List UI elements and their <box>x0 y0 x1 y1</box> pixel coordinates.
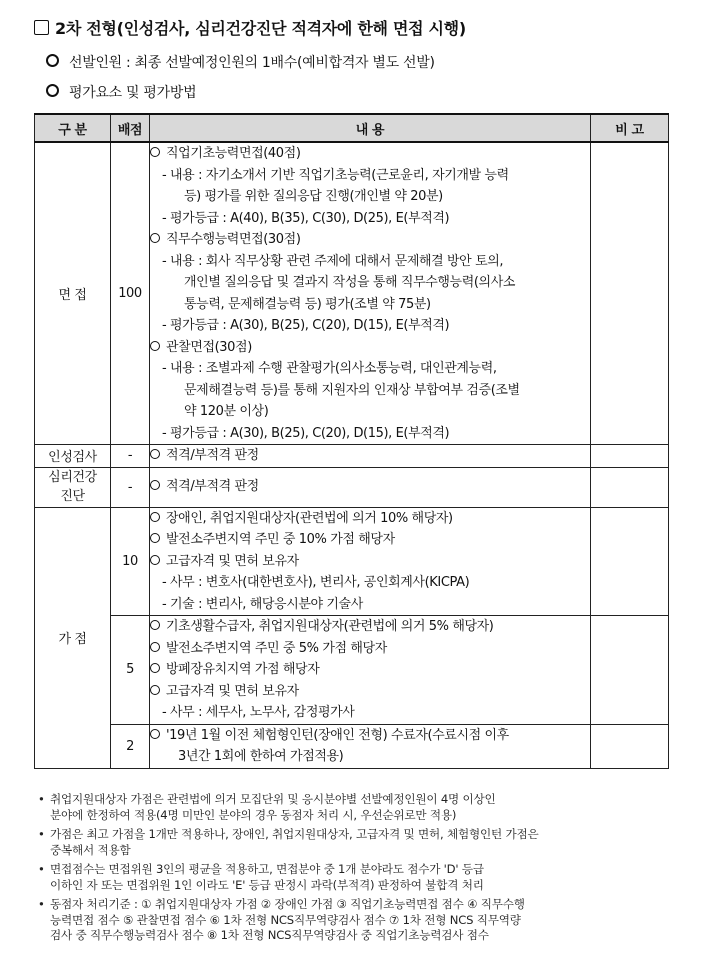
bonus-score-5: 5 <box>111 616 150 725</box>
content-text: 발전소주변지역 주민 중 10% 가점 해당자 <box>166 532 395 547</box>
bonus-score-10: 10 <box>111 507 150 616</box>
interview-remarks <box>591 142 669 445</box>
circle-bullet-icon <box>150 512 160 522</box>
circle-bullet-icon <box>150 480 160 490</box>
section-title <box>34 16 466 39</box>
personality-label: 인성검사 <box>35 445 111 468</box>
content-text: 통능력, 문제해결능력 등) 평가(조별 약 75분) <box>184 296 431 312</box>
note-bullet: • <box>38 897 45 911</box>
bonus-remarks-10 <box>591 507 669 616</box>
content-text: 3년간 1회에 한하여 가점적용) <box>178 749 344 764</box>
circle-bullet-icon <box>150 729 160 739</box>
table-row-bonus-2 <box>35 724 669 768</box>
header-score: 배점 <box>111 114 150 142</box>
content-subitem <box>150 572 590 594</box>
content-text: 개인별 질의응답 및 결과지 작성을 통해 직무수행능력(의사소 <box>184 275 516 290</box>
content-text: 장애인, 취업지원대상자(관련법에 의거 10% 해당자) <box>166 510 453 526</box>
content-text: 문제해결능력 등)를 통해 지원자의 인재상 부합여부 검증(조별 <box>184 382 520 398</box>
content-text: '19년 1월 이전 체험형인턴(장애인 전형) 수료자(수료시점 이후 <box>166 727 509 743</box>
note-bullet: • <box>38 827 45 841</box>
footnotes <box>36 792 676 948</box>
mental-label <box>35 467 111 507</box>
footnote-line: 면접점수는 면접위원 3인의 평균을 적용하고, 면접분야 중 1개 분야라도 점수가 'D' 등급 <box>50 862 484 876</box>
content-subitem <box>150 423 590 445</box>
footnote-line: 중복해서 적용함 <box>50 842 131 857</box>
bonus-remarks-5 <box>591 616 669 725</box>
circle-bullet-icon <box>150 449 160 459</box>
content-subitem <box>150 251 590 273</box>
bullet-text: 선발인원 : 최종 선발예정인원의 1배수(예비합격자 별도 선발) <box>69 55 435 71</box>
table-row-bonus-10 <box>35 507 669 616</box>
mental-content <box>150 467 591 507</box>
header-remarks: 비 고 <box>591 114 669 142</box>
content-item <box>150 229 590 251</box>
content-item <box>150 551 590 573</box>
bonus-label: 가 점 <box>35 507 111 768</box>
content-item <box>150 725 590 747</box>
personality-score: - <box>111 445 150 468</box>
content-subitem <box>150 401 590 423</box>
personality-content <box>150 445 591 468</box>
interview-score: 100 <box>111 142 150 445</box>
footnote-line: 검사 중 직무수행능력검사 점수 ⑧ 1차 전형 NCS직무역량검사 중 직업기초능력검사 점수 <box>50 928 489 942</box>
content-subitem <box>150 186 590 208</box>
footnote-item <box>36 827 676 858</box>
mental-label-line1: 심리건강 <box>48 470 97 485</box>
bullet-evaluation-method <box>46 82 196 102</box>
circle-bullet-icon <box>150 663 160 673</box>
content-text: 방폐장유치지역 가점 해당자 <box>166 662 320 677</box>
circle-bullet-icon <box>150 341 160 351</box>
footnote-line: 이하인 자 또는 면접위원 1인 이라도 'E' 등급 판정시 과락(부적격) 판정하여 불합격 처리 <box>50 877 484 892</box>
table-row-bonus-5 <box>35 616 669 725</box>
content-item <box>150 659 590 681</box>
personality-remarks <box>591 445 669 468</box>
content-text: - 사무 : 변호사(대한변호사), 변리사, 공인회계사(KICPA) <box>162 575 470 590</box>
note-bullet: • <box>38 792 45 806</box>
circle-bullet-icon <box>150 642 160 652</box>
content-text: - 평가등급 : A(30), B(25), C(20), D(15), E(부적격) <box>162 318 450 333</box>
content-subitem <box>150 208 590 230</box>
content-text: 직무수행능력면접(30점) <box>166 232 301 247</box>
bonus-content-10 <box>150 507 591 616</box>
bullet-selection-count <box>46 52 435 72</box>
section-title-text: 2차 전형(인성검사, 심리건강진단 적격자에 한해 면접 시행) <box>55 19 466 38</box>
content-text: 발전소주변지역 주민 중 5% 가점 해당자 <box>166 640 387 656</box>
content-item <box>150 529 590 551</box>
content-subitem <box>150 746 590 768</box>
bonus-content-2 <box>150 724 591 768</box>
content-subitem <box>150 380 590 402</box>
bonus-content-5 <box>150 616 591 725</box>
mental-text: 적격/부적격 판정 <box>166 479 259 495</box>
footnote-line: 동점자 처리기준 : ① 취업지원대상자 가점 ② 장애인 가점 ③ 직업기초능력면접 점수 ④ 직무수행 <box>50 897 525 911</box>
circle-bullet-icon <box>150 555 160 565</box>
header-content: 내 용 <box>150 114 591 142</box>
content-text: 등) 평가를 위한 질의응답 진행(개인별 약 20분) <box>184 189 443 204</box>
bullet-text: 평가요소 및 평가방법 <box>69 85 197 101</box>
content-text: - 내용 : 회사 직무상황 관련 주제에 대해서 문제해결 방안 토의, <box>162 253 504 269</box>
footnote-item <box>36 897 676 944</box>
footnote-line: 가점은 최고 가점을 1개만 적용하나, 장애인, 취업지원대상자, 고급자격 및 면허, 체험형인턴 가점은 <box>50 827 539 841</box>
content-item <box>150 508 590 530</box>
circle-bullet-icon <box>46 84 59 97</box>
table-row-interview <box>35 142 669 445</box>
mental-score: - <box>111 467 150 507</box>
table-header-row <box>35 114 669 142</box>
footnote-line: 분야에 한정하여 적용(4명 미만인 분야의 경우 동점자 처리 시, 우선순위로만 적용) <box>50 807 457 822</box>
content-text: - 평가등급 : A(40), B(35), C(30), D(25), E(부적격) <box>162 210 450 226</box>
content-text: 직업기초능력면접(40점) <box>166 146 301 161</box>
evaluation-table <box>34 113 669 769</box>
content-text: 약 120분 이상) <box>184 404 269 419</box>
table-row-mental <box>35 467 669 507</box>
content-subitem <box>150 594 590 616</box>
content-subitem <box>150 165 590 187</box>
footnote-item <box>36 862 676 893</box>
content-item <box>150 337 590 359</box>
personality-text: 적격/부적격 판정 <box>166 448 259 463</box>
content-text: 관찰면접(30점) <box>166 339 252 355</box>
content-item <box>150 681 590 703</box>
content-text: 고급자격 및 면허 보유자 <box>166 553 299 569</box>
bonus-score-2: 2 <box>111 724 150 768</box>
content-text: - 사무 : 세무사, 노무사, 감정평가사 <box>162 705 355 720</box>
mental-remarks <box>591 467 669 507</box>
circle-bullet-icon <box>150 533 160 543</box>
content-text: - 기술 : 변리사, 해당응시분야 기술사 <box>162 596 363 612</box>
content-item <box>150 616 590 638</box>
circle-bullet-icon <box>150 620 160 630</box>
content-subitem <box>150 272 590 294</box>
mental-label-line2: 진단 <box>60 489 85 504</box>
footnote-line: 취업지원대상자 가점은 관련법에 의거 모집단위 및 응시분야별 선발예정인원이 4명 이상인 <box>50 792 496 806</box>
circle-bullet-icon <box>150 147 160 157</box>
content-subitem <box>150 315 590 337</box>
content-text: - 내용 : 조별과제 수행 관찰평가(의사소통능력, 대인관계능력, <box>162 361 497 376</box>
circle-bullet-icon <box>150 685 160 695</box>
content-text: 고급자격 및 면허 보유자 <box>166 683 299 699</box>
content-text: - 내용 : 자기소개서 기반 직업기초능력(근로윤리, 자기개발 능력 <box>162 167 509 183</box>
content-subitem <box>150 294 590 316</box>
content-subitem <box>150 702 590 724</box>
interview-content <box>150 142 591 445</box>
content-subitem <box>150 358 590 380</box>
checkbox-square-icon <box>34 20 49 35</box>
circle-bullet-icon <box>46 54 59 67</box>
table-row-personality <box>35 445 669 468</box>
interview-label: 면 접 <box>35 142 111 445</box>
content-item <box>150 143 590 165</box>
footnote-line: 능력면접 점수 ⑤ 관찰면접 점수 ⑥ 1차 전형 NCS직무역량검사 점수 ⑦ 1차 전형 NCS 직무역량 <box>50 912 521 927</box>
content-text: 기초생활수급자, 취업지원대상자(관련법에 의거 5% 해당자) <box>166 619 494 634</box>
circle-bullet-icon <box>150 233 160 243</box>
content-item <box>150 638 590 660</box>
bonus-remarks-2 <box>591 724 669 768</box>
content-text: - 평가등급 : A(30), B(25), C(20), D(15), E(부적격) <box>162 425 450 441</box>
footnote-item <box>36 792 676 823</box>
header-category: 구 분 <box>35 114 111 142</box>
note-bullet: • <box>38 862 45 876</box>
